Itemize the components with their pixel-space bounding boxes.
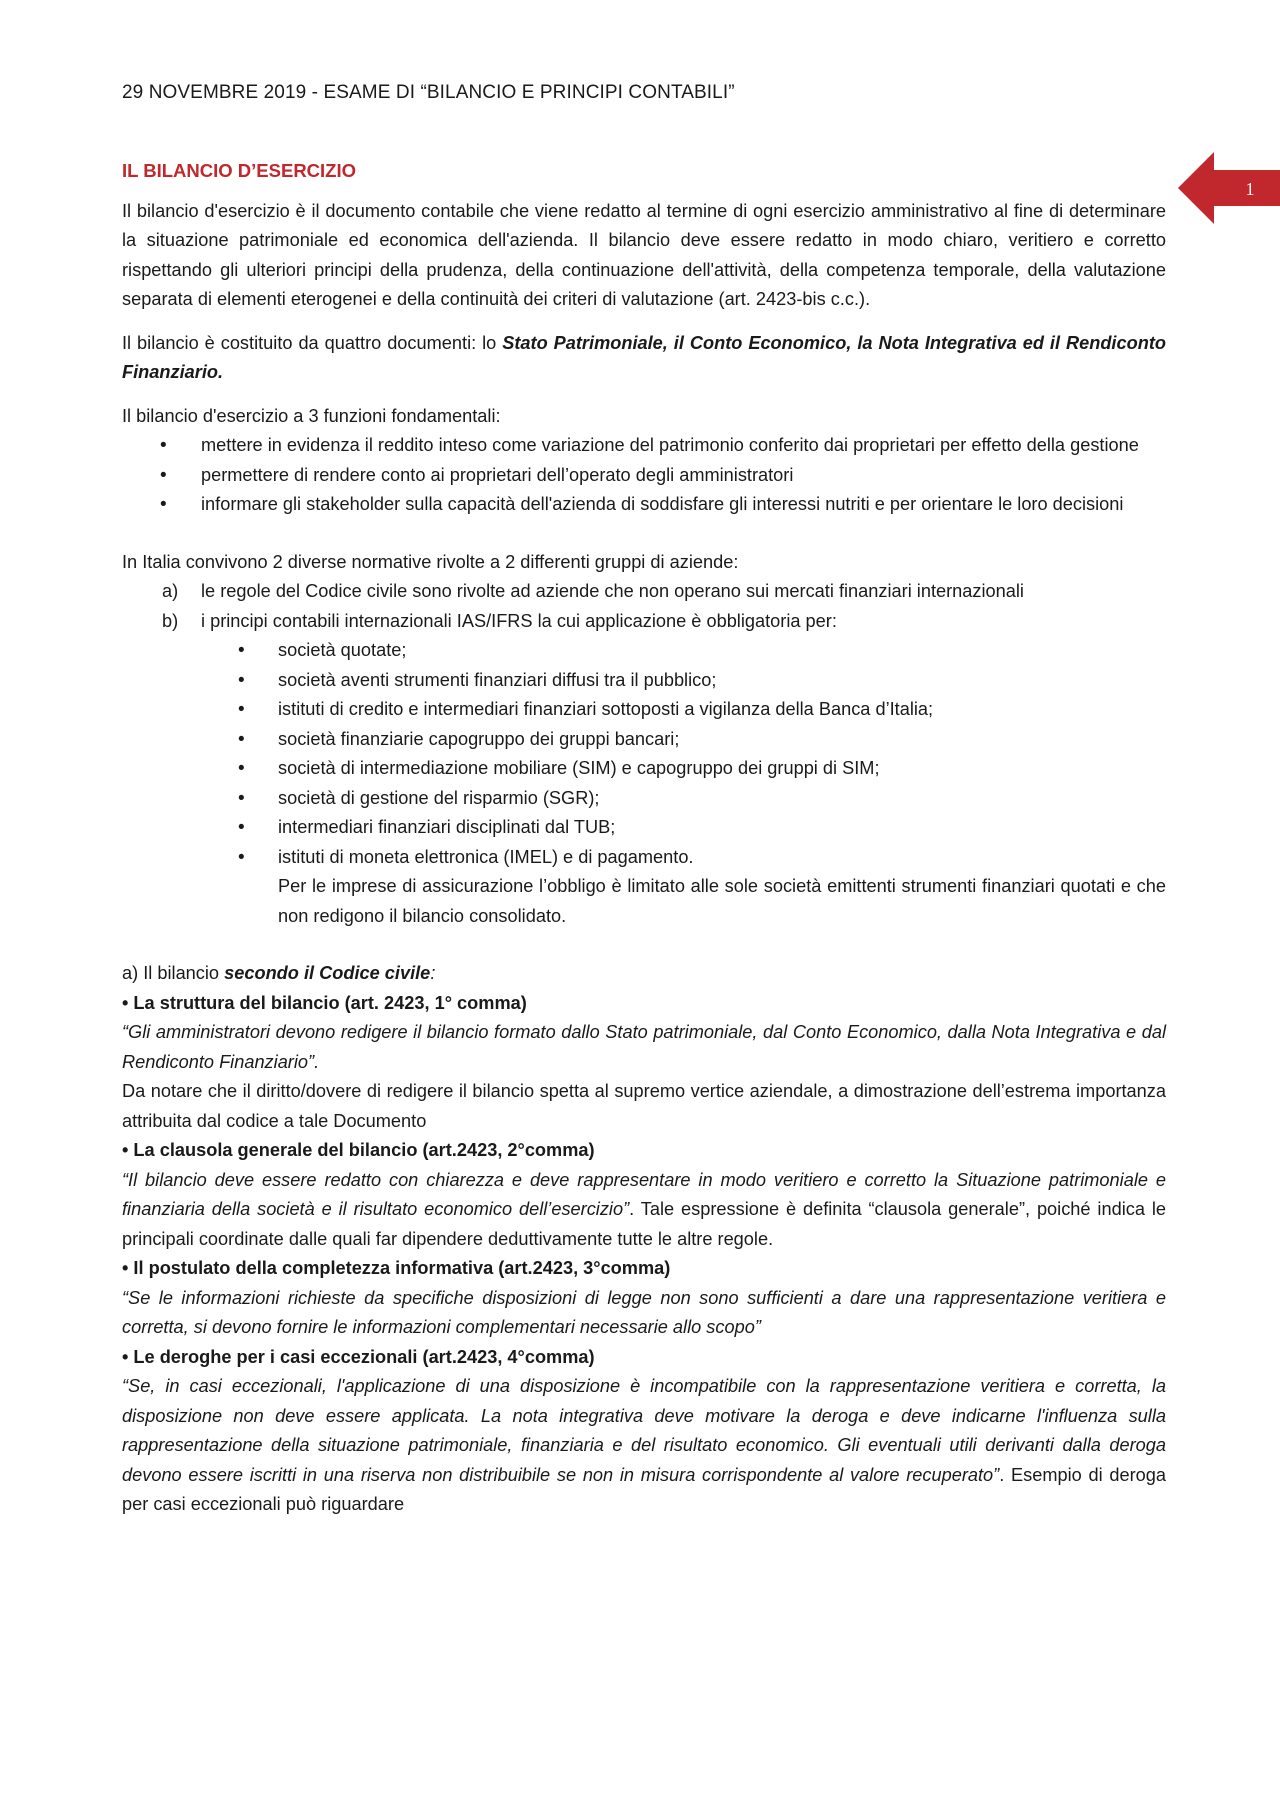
list-item — [122, 577, 1166, 607]
paragraph-functions-intro: Il bilancio d'esercizio a 3 funzioni fondamentali: — [122, 405, 501, 426]
text-deroghe: . Esempio di deroga per casi eccezionali può riguardare — [122, 1464, 1166, 1514]
list-item: • intermediari finanziari disciplinati dal TUB; — [122, 813, 1166, 843]
page-number: 1 — [1245, 179, 1255, 199]
text-struttura: Da notare che il diritto/dovere di redigere il bilancio spetta al supremo vertice aziendale, a dimostrazione dell’estrema importanza attribuita dal codice a tale Documento — [122, 1081, 1166, 1131]
list-item — [122, 607, 1166, 637]
section-title: IL BILANCIO D’ESERCIZIO — [122, 160, 357, 181]
list-marker: b) — [162, 610, 179, 631]
list-item: • società quotate; — [122, 636, 1166, 666]
heading-struttura: • La struttura del bilancio (art. 2423, 1° comma) — [122, 992, 527, 1013]
page-content — [122, 156, 1166, 1520]
list-item: • società finanziarie capogruppo dei gruppi bancari; — [122, 725, 1166, 755]
heading-clausola: • La clausola generale del bilancio (art.2423, 2°comma) — [122, 1140, 595, 1160]
insurance-note: Per le imprese di assicurazione l’obbligo è limitato alle sole società emittenti strumenti finanziari quotati e che non redigono il bilancio consolidato. — [278, 876, 1166, 926]
ias-entities-list — [122, 636, 1166, 872]
quote-completezza: “Se le informazioni richieste da specifiche disposizioni di legge non sono sufficienti a dare una rappresentazione veritiera e corretta, si devono fornire le informazioni complementari necessarie allo scopo” — [122, 1287, 1166, 1337]
quote-clausola: “Il bilancio deve essere redatto con chiarezza e deve rappresentare in modo veritiero e corretto la Situazione patrimoniale e finanziaria della società e il risultato economico dell’esercizio” — [122, 1169, 1166, 1219]
heading-completezza: • Il postulato della completezza informativa (art.2423, 3°comma) — [122, 1258, 671, 1278]
civil-code-intro-prefix: a) Il bilancio — [122, 963, 225, 983]
paragraph-clausola — [122, 1166, 1166, 1255]
documents-intro: Il bilancio è costituito da quattro documenti: lo — [122, 332, 503, 353]
list-item: • società di gestione del risparmio (SGR); — [122, 784, 1166, 814]
civil-code-emphasis: secondo il Codice civile — [224, 963, 431, 983]
functions-list — [122, 431, 1166, 520]
heading-deroghe: • Le deroghe per i casi eccezionali (art.2423, 4°comma) — [122, 1346, 595, 1367]
list-item: • mettere in evidenza il reddito inteso come variazione del patrimonio conferito dai proprietari per effetto della gestione — [122, 431, 1166, 461]
list-item: • istituti di moneta elettronica (IMEL) e di pagamento. — [122, 843, 1166, 873]
civil-code-intro — [122, 959, 1166, 989]
paragraph-definition: Il bilancio d'esercizio è il documento contabile che viene redatto al termine di ogni esercizio amministrativo al fine di determinare la situazione patrimoniale ed economica dell'azienda. Il bilancio deve essere redatto in modo chiaro, veritiero e corretto rispettando gli ulteriori principi della prudenza, della continuazione dell'attività, della competenza temporale, della valutazione separata di elementi eterogenei e della continuità dei criteri di valutazione (art. 2423-bis c.c.). — [122, 200, 1166, 309]
list-item: • permettere di rendere conto ai proprietari dell’operato degli amministratori — [122, 461, 1166, 491]
civil-code-colon: : — [430, 963, 436, 983]
list-item: • società di intermediazione mobiliare (SIM) e capogruppo dei gruppi di SIM; — [122, 754, 1166, 784]
list-marker: a) — [162, 581, 179, 601]
page-number-tab — [1178, 152, 1280, 224]
text-clausola: . Tale espressione è definita “clausola generale”, poiché indica le principali coordinate dalle quali far dipendere deduttivamente tutte le altre regole. — [122, 1199, 1166, 1249]
paragraph-regulations-intro: In Italia convivono 2 diverse normative rivolte a 2 differenti gruppi di aziende: — [122, 551, 739, 572]
regulations-list — [122, 577, 1166, 636]
quote-struttura: “Gli amministratori devono redigere il bilancio formato dallo Stato patrimoniale, dal Conto Economico, dalla Nota Integrativa e dal Rendiconto Finanziario”. — [122, 1022, 1166, 1072]
list-item-text: i principi contabili internazionali IAS/IFRS la cui applicazione è obbligatoria per: — [201, 610, 837, 631]
documents-list-emphasis: Stato Patrimoniale, il Conto Economico, la Nota Integrativa ed il Rendiconto Finanziario. — [122, 332, 1166, 382]
list-item: • informare gli stakeholder sulla capacità dell'azienda di soddisfare gli interessi nutriti e per orientare le loro decisioni — [122, 490, 1166, 520]
page-tab-arrow — [1178, 152, 1280, 224]
paragraph-deroghe — [122, 1372, 1166, 1520]
list-item-text: le regole del Codice civile sono rivolte ad aziende che non operano sui mercati finanziari internazionali — [201, 581, 1024, 601]
paragraph-documents — [122, 329, 1166, 388]
list-item: • società aventi strumenti finanziari diffusi tra il pubblico; — [122, 666, 1166, 696]
page-header: 29 NOVEMBRE 2019 - ESAME DI “BILANCIO E PRINCIPI CONTABILI” — [122, 82, 735, 103]
list-item: • istituti di credito e intermediari finanziari sottoposti a vigilanza della Banca d’Italia; — [122, 695, 1166, 725]
quote-deroghe: “Se, in casi eccezionali, l'applicazione di una disposizione è incompatibile con la rappresentazione veritiera e corretta, la disposizione non deve essere applicata. La nota integrativa deve motivare la deroga e deve indicarne l'influenza sulla rappresentazione della situazione patrimoniale, finanziaria e del risultato economico. Gli eventuali utili derivanti dalla deroga devono essere iscritti in una riserva non distribuibile se non in misura corrispondente al valore recuperato” — [122, 1376, 1166, 1485]
